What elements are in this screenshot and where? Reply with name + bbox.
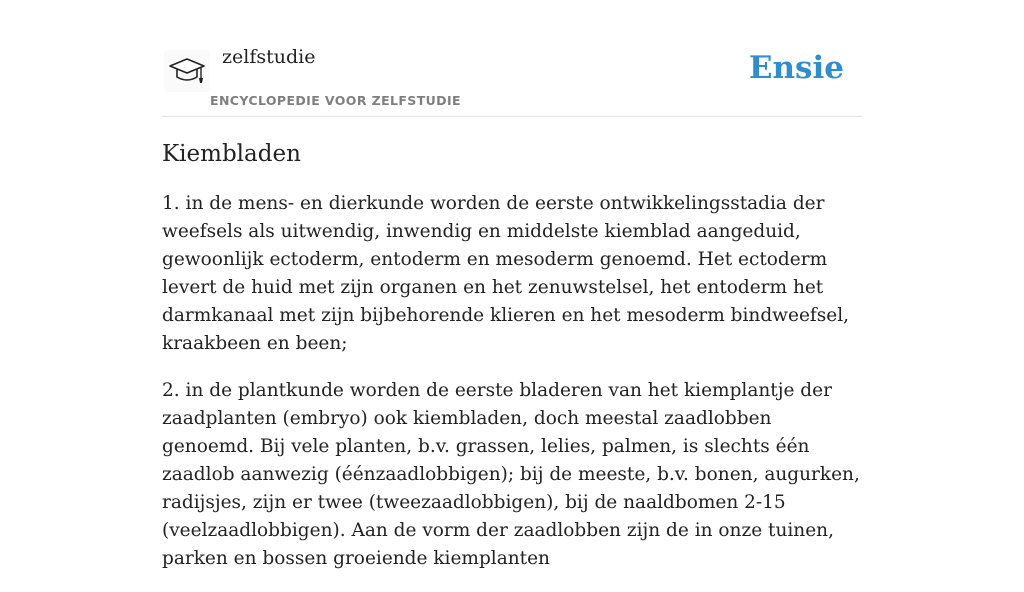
graduation-cap-icon (168, 57, 206, 85)
site-logo[interactable] (164, 50, 210, 92)
article-title: Kiembladen (162, 141, 301, 167)
article (162, 138, 862, 592)
article-paragraph: 2. in de plantkunde worden de eerste bladeren van het kiemplantje der zaadplanten (embryo) ook kiembladen, doch meestal zaadlobben genoemd. Bij vele planten, b.v. grassen, lelies, palmen, is slechts één zaadlob aanwezig (éénzaadlobbigen); bij de meeste, b.v. bonen, augurken, radijsjes, zijn er twee (tweezaadlobbigen), bij de naaldbomen 2-15 (veelzaadlobbigen). Aan de vorm der zaadlobben zijn de in onze tuinen, parken en bossen groeiende kiemplanten (162, 380, 860, 569)
article-paragraph: 1. in de mens- en dierkunde worden de eerste ontwikkelingsstadia der weefsels als uitwendig, inwendig en middelste kiemblad aangeduid, gewoonlijk ectoderm, entoderm en mesoderm genoemd. Het ectoderm levert de huid met zijn organen en het zenuwstelsel, het entoderm het darmkanaal met zijn bijbehorende klieren en het mesoderm bindweefsel, kraakbeen en been; (162, 193, 850, 354)
brand-logo-link[interactable]: Ensie (748, 50, 844, 86)
site-header (162, 0, 862, 117)
site-name[interactable]: zelfstudie (222, 46, 316, 68)
site-tagline: ENCYCLOPEDIE VOOR ZELFSTUDIE (210, 93, 461, 108)
